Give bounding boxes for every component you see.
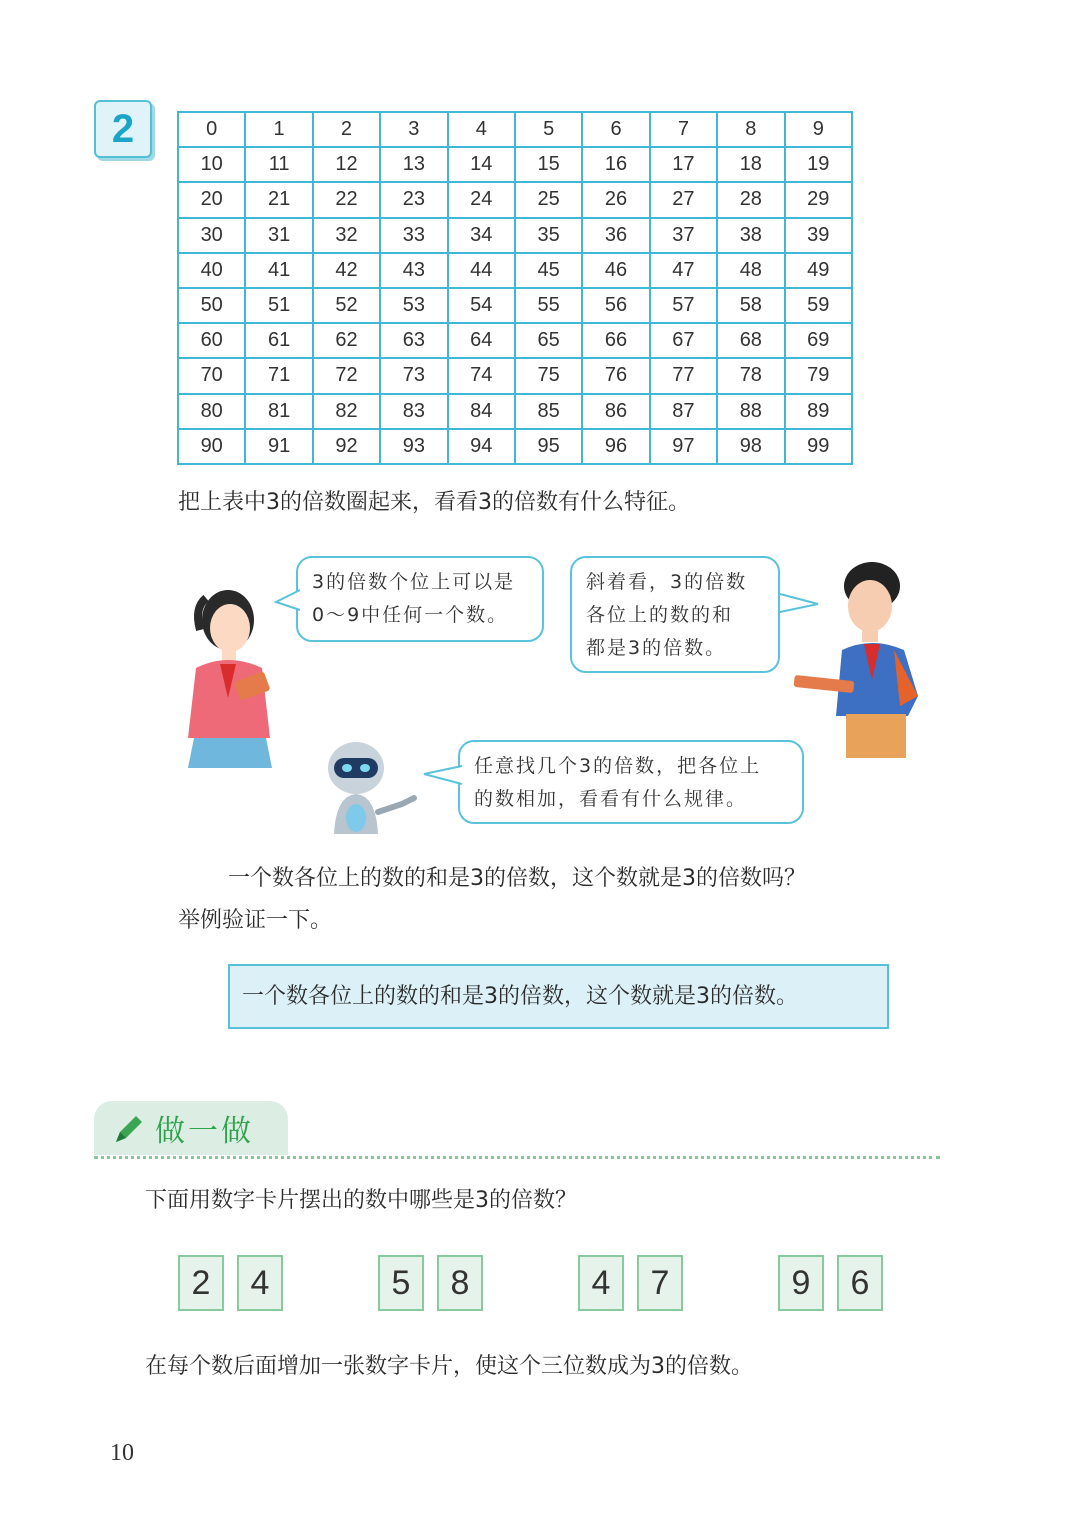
chart-cell: 48 (717, 253, 784, 288)
chart-cell: 23 (380, 182, 447, 217)
chart-cell: 41 (245, 253, 312, 288)
chart-cell: 19 (785, 147, 852, 182)
robot-illustration (318, 734, 418, 834)
chart-cell: 36 (582, 218, 649, 253)
chart-cell: 61 (245, 323, 312, 358)
girl-bubble-line-2: 0～9中任何一个数。 (312, 604, 509, 626)
chart-cell: 33 (380, 218, 447, 253)
chart-cell: 27 (650, 182, 717, 217)
chart-cell: 16 (582, 147, 649, 182)
chart-cell: 25 (515, 182, 582, 217)
chart-cell: 17 (650, 147, 717, 182)
robot-bubble-line-2: 的数相加，看看有什么规律。 (474, 788, 748, 810)
chart-cell: 89 (785, 394, 852, 429)
chart-cell: 31 (245, 218, 312, 253)
practice-question-2: 在每个数后面增加一张数字卡片，使这个三位数成为3的倍数。 (145, 1354, 753, 1379)
page-number: 10 (110, 1440, 134, 1466)
chart-cell: 37 (650, 218, 717, 253)
chart-cell: 14 (448, 147, 515, 182)
chart-cell: 51 (245, 288, 312, 323)
conclusion-box: 一个数各位上的数的和是3的倍数，这个数就是3的倍数。 (228, 964, 889, 1029)
chart-cell: 42 (313, 253, 380, 288)
chart-cell: 40 (178, 253, 245, 288)
chart-cell: 65 (515, 323, 582, 358)
chart-cell: 53 (380, 288, 447, 323)
number-card: 2 (178, 1255, 224, 1311)
chart-cell: 15 (515, 147, 582, 182)
question-line-1: 一个数各位上的数的和是3的倍数，这个数就是3的倍数吗？ (228, 866, 806, 891)
chart-cell: 6 (582, 112, 649, 147)
chart-cell: 81 (245, 394, 312, 429)
chart-cell: 22 (313, 182, 380, 217)
chart-cell: 66 (582, 323, 649, 358)
chart-cell: 8 (717, 112, 784, 147)
chart-cell: 74 (448, 358, 515, 393)
chart-cell: 85 (515, 394, 582, 429)
chart-row (178, 429, 852, 464)
chart-cell: 91 (245, 429, 312, 464)
boy-bubble-line-1: 斜着看，3的倍数 (586, 571, 748, 593)
chart-cell: 0 (178, 112, 245, 147)
chart-cell: 30 (178, 218, 245, 253)
chart-cell: 67 (650, 323, 717, 358)
practice-divider (94, 1156, 940, 1159)
chart-cell: 44 (448, 253, 515, 288)
chart-cell: 71 (245, 358, 312, 393)
chart-cell: 92 (313, 429, 380, 464)
chart-cell: 90 (178, 429, 245, 464)
chart-cell: 80 (178, 394, 245, 429)
chart-row (178, 253, 852, 288)
chart-cell: 83 (380, 394, 447, 429)
chart-cell: 21 (245, 182, 312, 217)
chart-cell: 50 (178, 288, 245, 323)
chart-cell: 4 (448, 112, 515, 147)
chart-row (178, 147, 852, 182)
chart-cell: 46 (582, 253, 649, 288)
chart-cell: 70 (178, 358, 245, 393)
chart-cell: 43 (380, 253, 447, 288)
chart-cell: 56 (582, 288, 649, 323)
boy-bubble-line-3: 都是3的倍数。 (586, 637, 727, 659)
chart-cell: 11 (245, 147, 312, 182)
chart-cell: 94 (448, 429, 515, 464)
practice-question-1: 下面用数字卡片摆出的数中哪些是3的倍数？ (145, 1188, 577, 1213)
chart-cell: 72 (313, 358, 380, 393)
instruction-text: 把上表中3的倍数圈起来，看看3的倍数有什么特征。 (178, 490, 690, 515)
chart-cell: 82 (313, 394, 380, 429)
hundred-chart-table (177, 111, 853, 465)
chart-cell: 26 (582, 182, 649, 217)
chart-cell: 59 (785, 288, 852, 323)
chart-row (178, 112, 852, 147)
chart-cell: 18 (717, 147, 784, 182)
chart-cell: 58 (717, 288, 784, 323)
boy-bubble-line-2: 各位上的数的和 (586, 604, 734, 626)
chart-cell: 77 (650, 358, 717, 393)
chart-cell: 7 (650, 112, 717, 147)
chart-cell: 86 (582, 394, 649, 429)
chart-cell: 96 (582, 429, 649, 464)
number-card: 7 (637, 1255, 683, 1311)
chart-cell: 24 (448, 182, 515, 217)
boy-illustration (790, 556, 932, 761)
chart-cell: 87 (650, 394, 717, 429)
chart-cell: 39 (785, 218, 852, 253)
chart-cell: 64 (448, 323, 515, 358)
chart-cell: 60 (178, 323, 245, 358)
number-card: 4 (237, 1255, 283, 1311)
robot-speech-bubble (458, 740, 804, 824)
question-line-2: 举例验证一下。 (178, 908, 333, 933)
chart-cell: 3 (380, 112, 447, 147)
chart-cell: 63 (380, 323, 447, 358)
chart-cell: 84 (448, 394, 515, 429)
chart-cell: 79 (785, 358, 852, 393)
chart-cell: 69 (785, 323, 852, 358)
chart-row (178, 394, 852, 429)
chart-cell: 38 (717, 218, 784, 253)
chart-cell: 20 (178, 182, 245, 217)
chart-cell: 49 (785, 253, 852, 288)
chart-cell: 52 (313, 288, 380, 323)
chart-cell: 1 (245, 112, 312, 147)
chart-cell: 5 (515, 112, 582, 147)
chart-cell: 45 (515, 253, 582, 288)
number-card: 6 (837, 1255, 883, 1311)
practice-header-label: 做一做 (155, 1114, 254, 1149)
chart-row (178, 182, 852, 217)
chart-row (178, 218, 852, 253)
chart-cell: 34 (448, 218, 515, 253)
boy-speech-bubble (570, 556, 780, 673)
chart-cell: 47 (650, 253, 717, 288)
chart-cell: 12 (313, 147, 380, 182)
chart-cell: 99 (785, 429, 852, 464)
chart-cell: 13 (380, 147, 447, 182)
section-number-badge: 2 (94, 100, 152, 158)
chart-row (178, 358, 852, 393)
number-card: 9 (778, 1255, 824, 1311)
chart-cell: 10 (178, 147, 245, 182)
chart-cell: 32 (313, 218, 380, 253)
girl-speech-bubble (296, 556, 544, 642)
girl-bubble-line-1: 3的倍数个位上可以是 (312, 571, 516, 593)
number-card: 5 (378, 1255, 424, 1311)
chart-cell: 35 (515, 218, 582, 253)
number-card: 4 (578, 1255, 624, 1311)
chart-cell: 88 (717, 394, 784, 429)
chart-cell: 28 (717, 182, 784, 217)
robot-bubble-line-1: 任意找几个3的倍数，把各位上 (474, 755, 762, 777)
chart-cell: 57 (650, 288, 717, 323)
chart-cell: 93 (380, 429, 447, 464)
number-card: 8 (437, 1255, 483, 1311)
chart-row (178, 288, 852, 323)
chart-cell: 98 (717, 429, 784, 464)
chart-cell: 78 (717, 358, 784, 393)
chart-cell: 54 (448, 288, 515, 323)
chart-cell: 55 (515, 288, 582, 323)
chart-cell: 97 (650, 429, 717, 464)
chart-cell: 62 (313, 323, 380, 358)
chart-cell: 76 (582, 358, 649, 393)
chart-cell: 73 (380, 358, 447, 393)
chart-row (178, 323, 852, 358)
chart-cell: 95 (515, 429, 582, 464)
chart-cell: 68 (717, 323, 784, 358)
chart-cell: 75 (515, 358, 582, 393)
chart-cell: 2 (313, 112, 380, 147)
pencil-icon (110, 1112, 146, 1148)
chart-cell: 29 (785, 182, 852, 217)
girl-illustration (176, 568, 280, 768)
chart-cell: 9 (785, 112, 852, 147)
